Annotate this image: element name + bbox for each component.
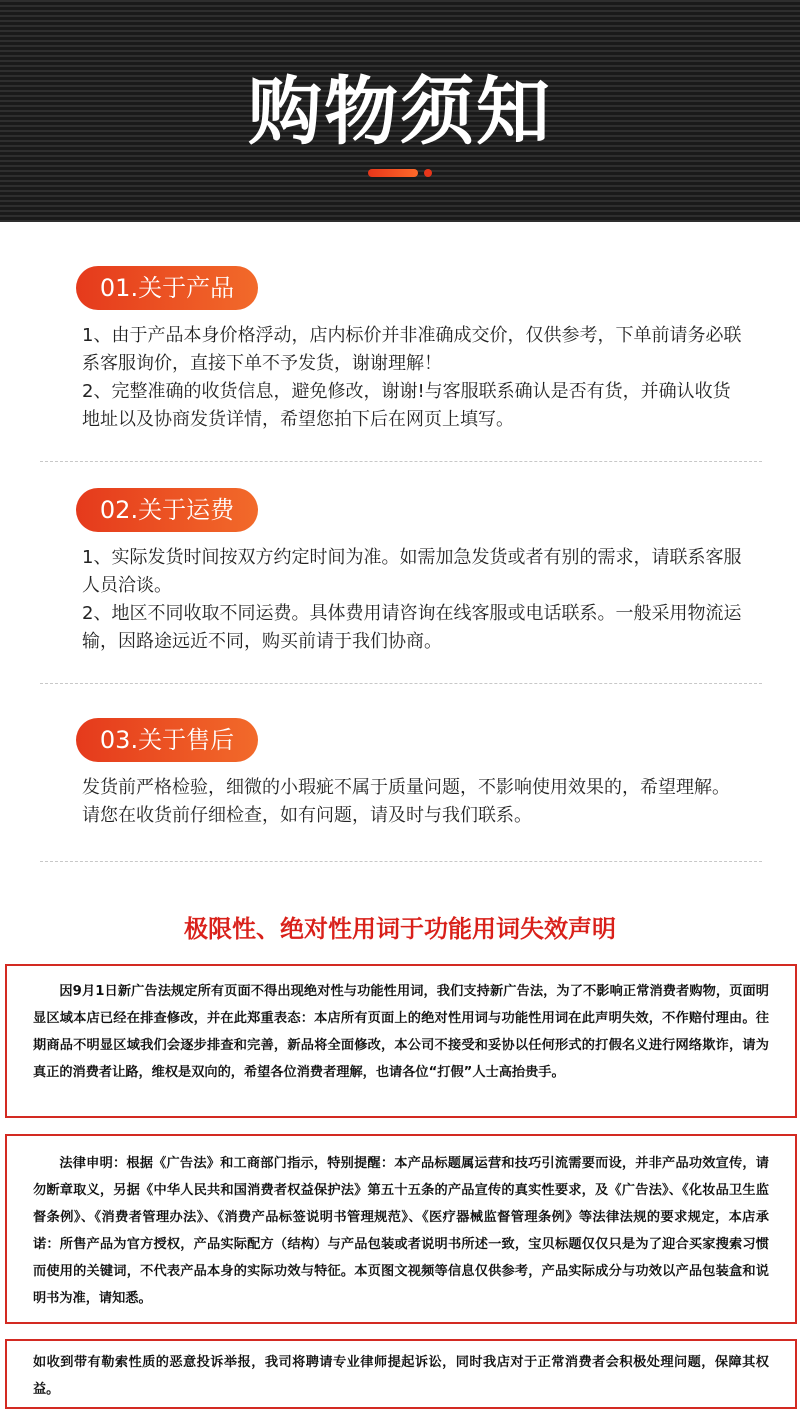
section-line: 2、完整准确的收货信息，避免修改，谢谢!与客服联系确认是否有货，并确认收货地址以及协商发货详情，希望您拍下后在网页上填写。 (82, 381, 731, 430)
section-divider (40, 461, 762, 462)
declaration-paragraph: 法律申明：根据《广告法》和工商部门指示，特别提醒：本产品标题属运营和技巧引流需要而设，并非产品功效宣传，请勿断章取义，另据《中华人民共和国消费者权益保护法》第五十五条的产品宣传的真实性要求，及《广告法》、《化妆品卫生监督条例》、《消费者管理办法》、《消费产品标签说明书管理规范》、《医疗器械监督管理条例》等法律法规的要求规定，本店承诺：所售产品为官方授权，产品实际配方（结构）与产品包装或者说明书所述一致，宝贝标题仅仅只是为了迎合买家搜索习惯而使用的关键词，不代表产品本身的实际功效与特征。本页图文视频等信息仅供参考，产品实际成分与功效以产品包装盒和说明书为准，请知悉。 (33, 1156, 769, 1306)
section-label: 01.关于产品 (76, 266, 258, 310)
section-body (82, 544, 742, 656)
section-line: 1、实际发货时间按双方约定时间为准。如需加急发货或者有别的需求，请联系客服人员洽谈。 (82, 547, 742, 596)
section-body (82, 774, 742, 830)
decoration-dot (424, 169, 432, 177)
section-divider (40, 683, 762, 684)
section-divider (40, 861, 762, 862)
declaration-paragraph: 如收到带有勒索性质的恶意投诉举报，我司将聘请专业律师提起诉讼，同时我店对于正常消费者会积极处理问题，保障其权益。 (33, 1355, 769, 1397)
section-line: 发货前严格检验，细微的小瑕疵不属于质量问题，不影响使用效果的，希望理解。请您在收货前仔细检查，如有问题，请及时与我们联系。 (82, 777, 730, 826)
declaration-box-advertising-law (5, 964, 797, 1118)
declaration-box-legal-statement (5, 1134, 797, 1324)
section-label: 03.关于售后 (76, 718, 258, 762)
decoration-bar (368, 169, 418, 177)
section-body (82, 322, 742, 434)
header-banner (0, 0, 800, 222)
section-line: 2、地区不同收取不同运费。具体费用请咨询在线客服或电话联系。一般采用物流运输，因路途远近不同，购买前请于我们协商。 (82, 603, 742, 652)
title-underline-decoration (368, 168, 438, 178)
section-label: 02.关于运费 (76, 488, 258, 532)
page-title: 购物须知 (248, 69, 552, 155)
declaration-box-complaint-notice (5, 1339, 797, 1409)
declaration-title: 极限性、绝对性用词于功能用词失效声明 (184, 915, 616, 943)
section-line: 1、由于产品本身价格浮动，店内标价并非准确成交价，仅供参考，下单前请务必联系客服询价，直接下单不予发货，谢谢理解！ (82, 325, 742, 374)
declaration-paragraph: 因9月1日新广告法规定所有页面不得出现绝对性与功能性用词，我们支持新广告法，为了不影响正常消费者购物，页面明显区域本店已经在排查修改，并在此郑重表态：本店所有页面上的绝对性用词与功能性用词在此声明失效，不作赔付理由。往期商品不明显区域我们会逐步排查和完善，新品将全面修改，本公司不接受和妥协以任何形式的打假名义进行网络欺诈，请为真正的消费者让路，维权是双向的，希望各位消费者理解，也请各位“打假”人士高抬贵手。 (33, 984, 769, 1080)
